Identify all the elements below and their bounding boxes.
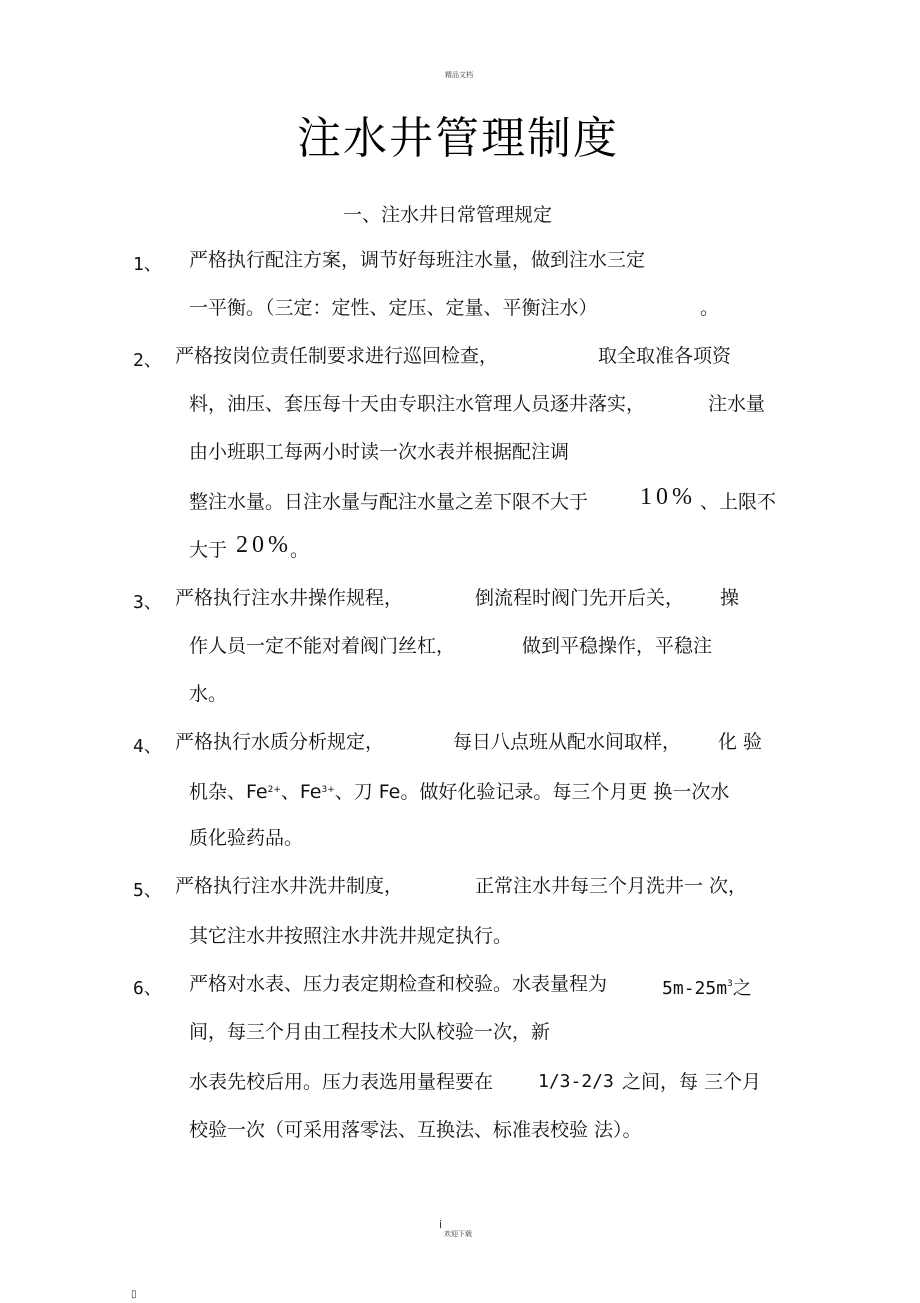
footer-note: 欢迎下载 — [444, 1230, 472, 1238]
section-heading: 一、注水井日常管理规定 — [343, 204, 553, 226]
item-text: 每日八点班从配水间取样， — [453, 731, 682, 753]
item-text: 间，每三个月由工程技术大队校验一次，新 — [189, 1021, 551, 1043]
item-text: 。 — [290, 539, 310, 561]
item-text: 取全取准各项资 — [598, 345, 732, 367]
page-marker: i — [439, 1218, 443, 1231]
item-number: 4、 — [133, 736, 162, 757]
superscript: 2+ — [267, 785, 281, 795]
item-text: 倒流程时阀门先开后关， — [475, 587, 685, 609]
header-note: 精品文档 — [445, 71, 473, 79]
item-text: 其它注水井按照注水井洗井规定执行。 — [189, 925, 513, 947]
item-text: 质化验药品。 — [189, 827, 304, 849]
item-text: 正常注水井每三个月洗井一 次， — [475, 875, 748, 897]
item-text: 之间，每 三个月 — [622, 1071, 762, 1093]
unit-to: -25m — [683, 978, 728, 999]
item-number: 3、 — [133, 592, 162, 613]
item-text: 。 — [700, 297, 720, 319]
page-title: 注水井管理制度 — [297, 113, 619, 164]
corner-mark: ▯ — [131, 1289, 137, 1300]
item-number: 2、 — [133, 350, 162, 371]
item-text: 校验一次（可采用落零法、互换法、标准表校验 法）。 — [189, 1119, 642, 1141]
item-text-rest: 之 — [732, 977, 752, 999]
item-text-rest: 、刀 Fe。做好化验记录。每三个月更 换一次水 — [334, 781, 730, 803]
superscript: 3 — [727, 979, 733, 989]
item-text: 严格按岗位责任制要求进行巡回检查， — [175, 345, 499, 367]
item-text: 严格对水表、压力表定期检查和校验。水表量程为 — [189, 973, 608, 995]
item-text: 大于 — [189, 539, 228, 561]
item-text: 由小班职工每两小时读一次水表并根据配注调 — [189, 441, 570, 463]
item-text: 化 验 — [718, 731, 763, 753]
range-value: 1/3-2/3 — [538, 1071, 614, 1092]
item-text: 做到平稳操作，平稳注 — [522, 635, 713, 657]
item-text: 料，油压、套压每十天由专职注水管理人员逐井落实， — [189, 393, 646, 415]
item-text: 注水量 — [708, 393, 766, 415]
item-text: 作人员一定不能对着阀门丝杠， — [189, 635, 456, 657]
percent-value: 20% — [236, 532, 292, 558]
unit-range — [662, 972, 752, 1001]
percent-value: 10% — [640, 484, 696, 510]
unit-from: 5m — [662, 978, 684, 999]
item-text: 、上限不 — [700, 491, 777, 513]
item-text: 严格执行注水井操作规程， — [175, 587, 404, 609]
item-text — [189, 778, 729, 804]
item-text: 操 — [720, 587, 740, 609]
item-text: 水表先校后用。压力表选用量程要在 — [189, 1071, 494, 1093]
item-text: 整注水量。日注水量与配注水量之差下限不大于 — [189, 491, 589, 513]
item-text: 严格执行水质分析规定， — [175, 731, 385, 753]
item-number: 1、 — [133, 254, 162, 275]
item-number: 6、 — [133, 978, 162, 999]
chem-fe3: 、Fe — [280, 781, 322, 803]
item-number: 5、 — [133, 880, 162, 901]
chem-fe2: 机杂、Fe — [189, 781, 268, 803]
item-text: 水。 — [189, 683, 228, 705]
item-text: 严格执行配注方案，调节好每班注水量，做到注水三定 — [189, 249, 646, 271]
item-text: 严格执行注水井洗井制度， — [175, 875, 404, 897]
item-text: 一平衡。（三定：定性、定压、定量、平衡注水） — [189, 297, 598, 319]
superscript: 3+ — [321, 785, 335, 795]
